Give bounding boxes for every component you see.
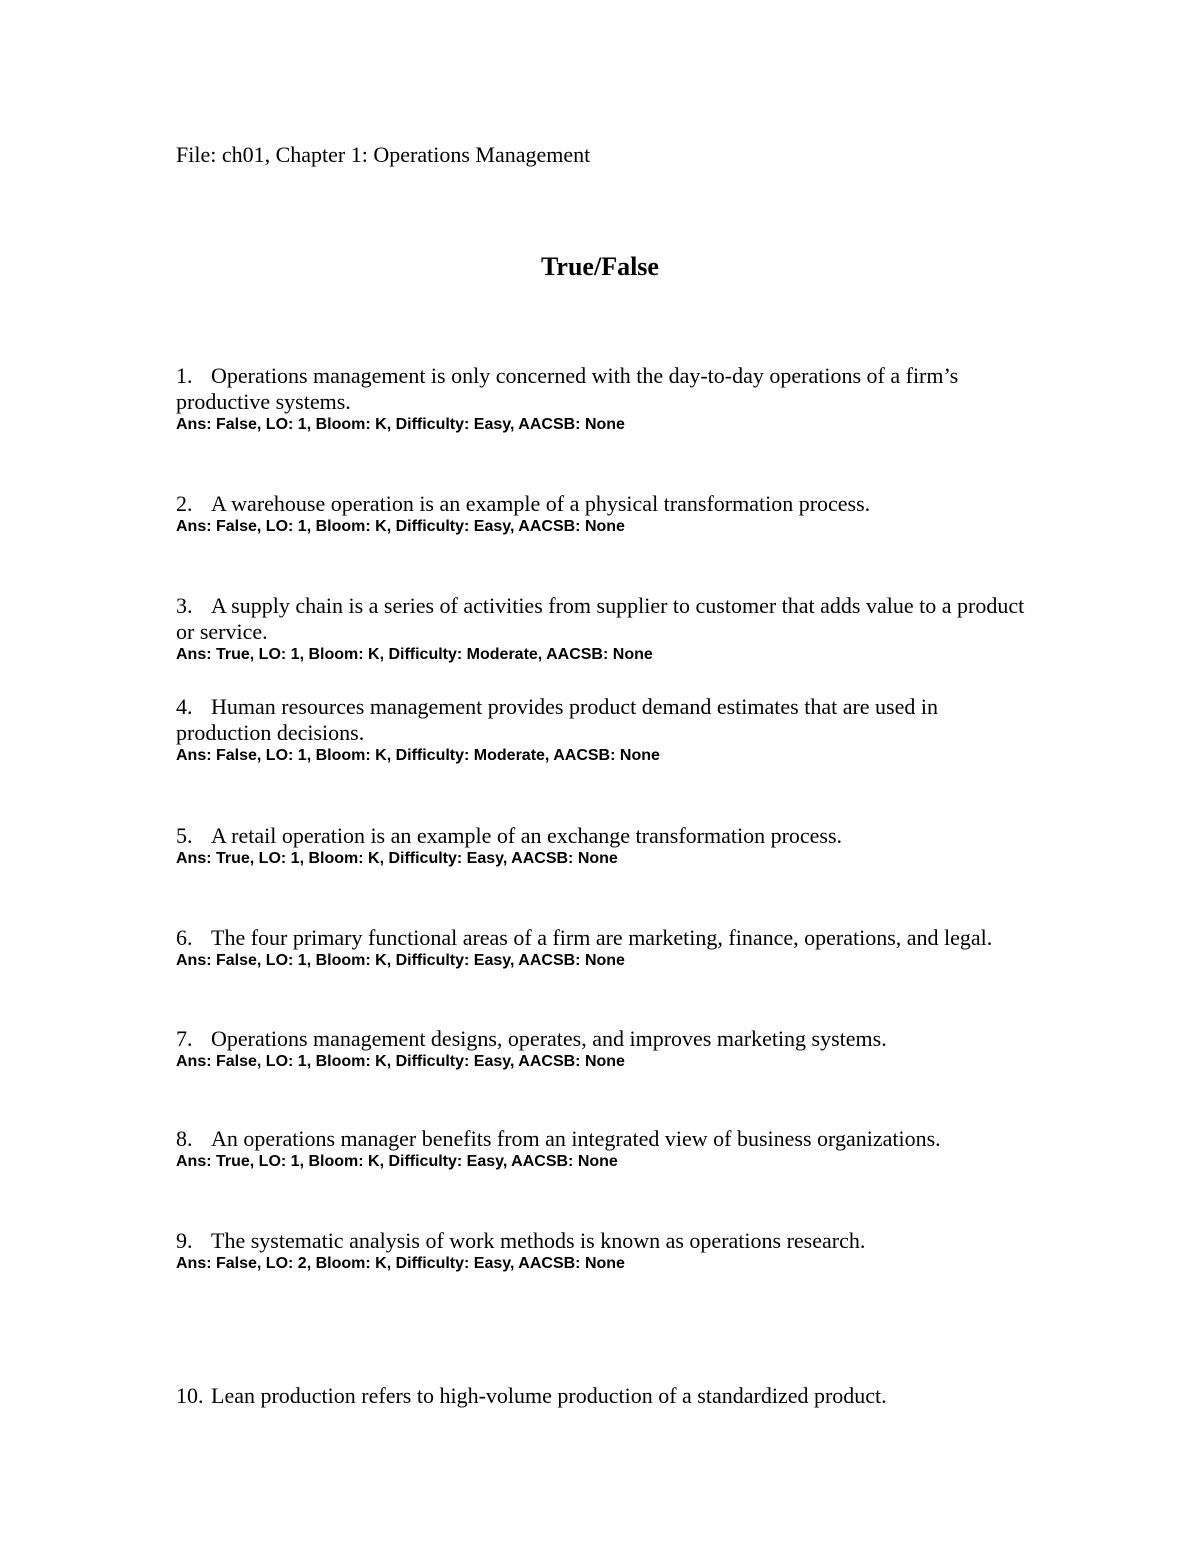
- question-item: [176, 363, 1026, 435]
- answer-key: Ans: True, LO: 1, Bloom: K, Difficulty: Easy, AACSB: None: [176, 850, 618, 867]
- answer-key: Ans: True, LO: 1, Bloom: K, Difficulty: Easy, AACSB: None: [176, 1153, 618, 1170]
- question-text: A retail operation is an example of an exchange transformation process.: [211, 823, 843, 848]
- file-header: File: ch01, Chapter 1: Operations Management: [176, 142, 591, 167]
- question-number: 7.: [176, 1026, 193, 1051]
- question-number: 4.: [176, 694, 193, 719]
- answer-key: Ans: False, LO: 2, Bloom: K, Difficulty: Easy, AACSB: None: [176, 1255, 625, 1272]
- question-text: A supply chain is a series of activities from supplier to customer that adds value to a product or service.: [176, 593, 1025, 644]
- question-text: An operations manager benefits from an integrated view of business organizations.: [211, 1126, 941, 1151]
- question-item: [176, 823, 1026, 869]
- question-item: [176, 1026, 1026, 1072]
- question-item: [176, 593, 1026, 665]
- question-text: Lean production refers to high-volume production of a standardized product.: [211, 1383, 887, 1408]
- question-text: A warehouse operation is an example of a physical transformation process.: [211, 491, 871, 516]
- answer-key: Ans: False, LO: 1, Bloom: K, Difficulty: Easy, AACSB: None: [176, 1053, 625, 1070]
- answer-key: Ans: True, LO: 1, Bloom: K, Difficulty: Moderate, AACSB: None: [176, 646, 653, 663]
- question-text: Human resources management provides product demand estimates that are used in production decisions.: [176, 694, 938, 745]
- question-number: 8.: [176, 1126, 193, 1151]
- answer-key: Ans: False, LO: 1, Bloom: K, Difficulty: Easy, AACSB: None: [176, 416, 625, 433]
- question-number: 9.: [176, 1228, 193, 1253]
- question-number: 1.: [176, 363, 193, 388]
- answer-key: Ans: False, LO: 1, Bloom: K, Difficulty: Easy, AACSB: None: [176, 518, 625, 535]
- answer-key: Ans: False, LO: 1, Bloom: K, Difficulty: Moderate, AACSB: None: [176, 747, 660, 764]
- question-number: 5.: [176, 823, 193, 848]
- question-number: 6.: [176, 925, 193, 950]
- question-text: The four primary functional areas of a firm are marketing, finance, operations, and legal.: [211, 925, 993, 950]
- question-text: Operations management is only concerned with the day-to-day operations of a firm’s productive systems.: [176, 363, 959, 414]
- answer-key: Ans: False, LO: 1, Bloom: K, Difficulty: Easy, AACSB: None: [176, 952, 625, 969]
- question-item: [176, 491, 1026, 537]
- question-number: 3.: [176, 593, 193, 618]
- question-item: [176, 1383, 1026, 1409]
- question-number: 10.: [176, 1383, 204, 1408]
- question-number: 2.: [176, 491, 193, 516]
- question-item: [176, 694, 1026, 766]
- question-text: Operations management designs, operates, and improves marketing systems.: [211, 1026, 887, 1051]
- question-text: The systematic analysis of work methods is known as operations research.: [211, 1228, 866, 1253]
- question-item: [176, 1228, 1026, 1274]
- section-title: True/False: [541, 252, 659, 281]
- question-item: [176, 1126, 1026, 1172]
- question-item: [176, 925, 1026, 971]
